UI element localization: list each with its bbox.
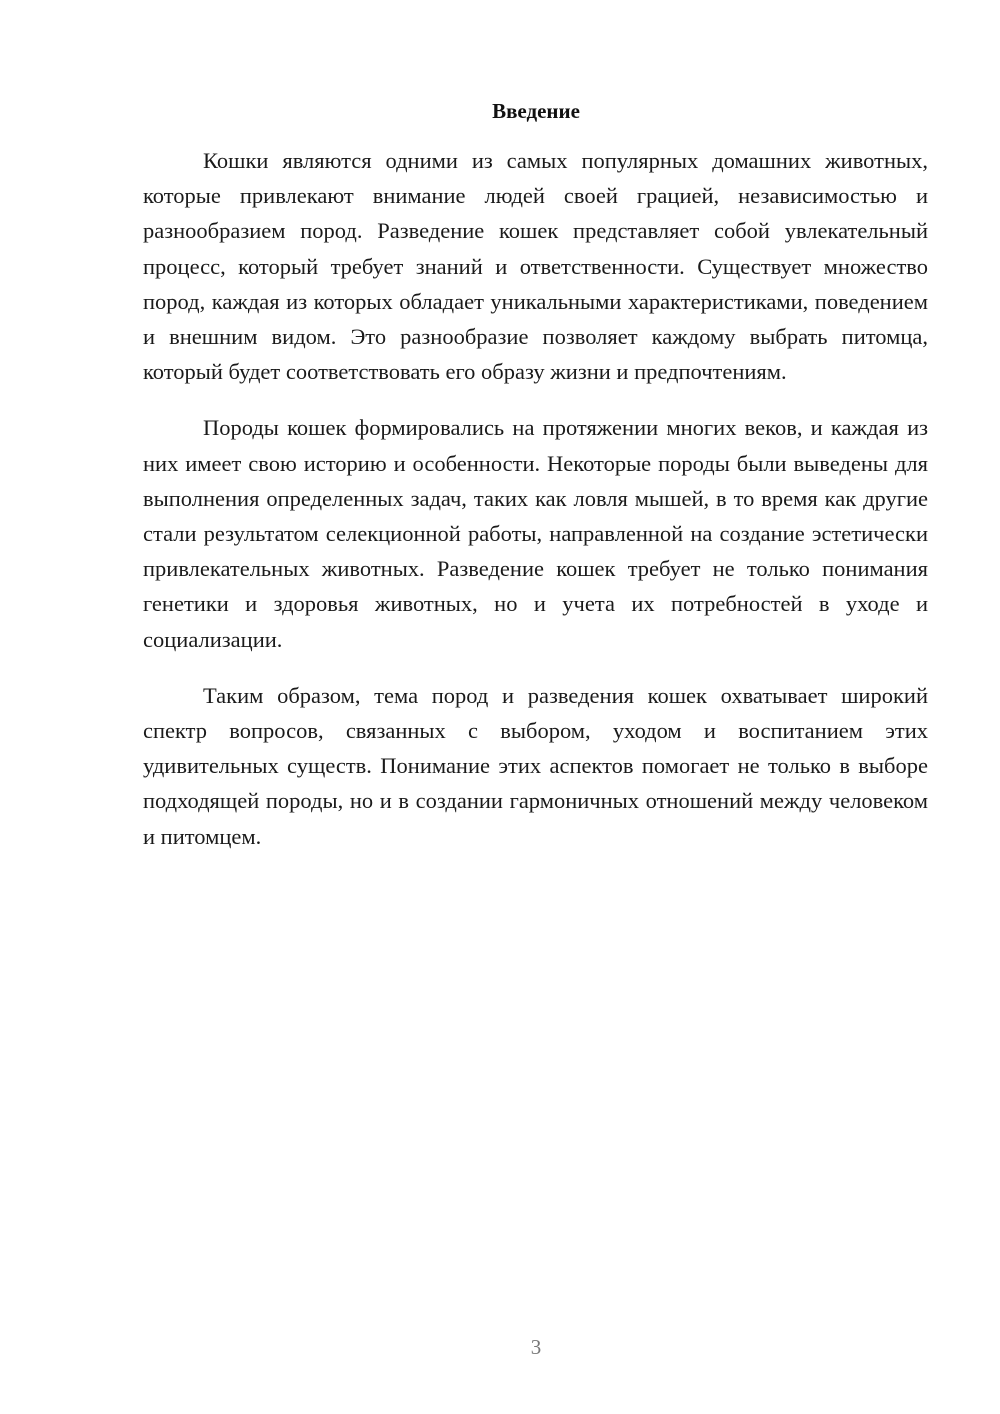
body-text [143,143,928,875]
paragraph-3: Таким образом, тема пород и разведения кошек охватывает широкий спектр вопросов, связанных с выбором, уходом и воспитанием этих удивительных существ. Понимание этих аспектов помогает не только в выборе подходящей породы, но и в создании гармоничных отношений между человеком и питомцем. [143,682,928,849]
page-number: 3 [530,1335,542,1359]
section-heading: Введение [492,99,580,123]
paragraph-2: Породы кошек формировались на протяжении многих веков, и каждая из них имеет свою историю и особенности. Некоторые породы были выведены для выполнения определенных задач, таких как ловля мышей, в то время как другие стали результатом селекционной работы, направленной на создание эстетически привлекательных животных. Разведение кошек требует не только понимания генетики и здоровья животных, но и учета их потребностей в уходе и социализации. [143,415,928,652]
paragraph-1: Кошки являются одними из самых популярных домашних животных, которые привлекают внимание людей своей грацией, независимостью и разнообразием пород. Разведение кошек представляет собой увлекательный процесс, который требует знаний и ответственности. Существует множество пород, каждая из которых обладает уникальными характеристиками, поведением и внешним видом. Это разнообразие позволяет каждому выбрать питомца, который будет соответствовать его образу жизни и предпочтениям. [143,148,928,385]
